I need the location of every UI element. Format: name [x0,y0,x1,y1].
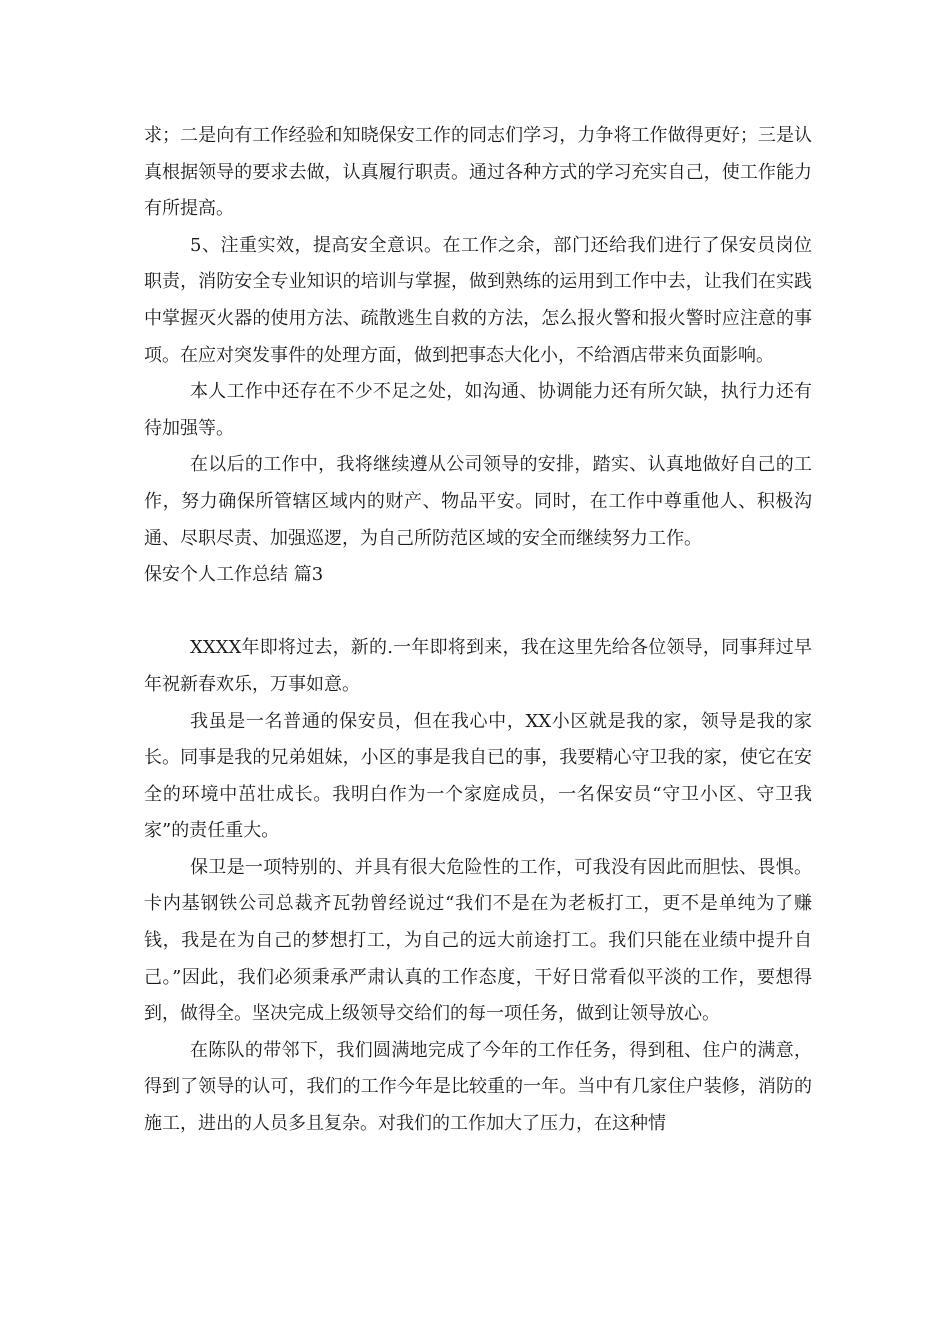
paragraph-2: 5、注重实效，提高安全意识。在工作之余，部门还给我们进行了保安员岗位职责，消防安全专业知识的培训与掌握，做到熟练的运用到工作中去，让我们在实践中掌握灭火器的使用方法、疏散逃生自救的方法，怎么报火警和报火警时应注意的事项。在应对突发事件的处理方面，做到把事态大化小，不给酒店带来负面影响。 [144,234,812,366]
paragraph-8: 在陈队的带邻下，我们圆满地完成了今年的工作任务，得到租、住户的满意，得到了领导的认可，我们的工作今年是比较重的一年。当中有几家住户装修，消防的施工，进出的人员多且复杂。对我们的工作加大了压力，在这种情 [144,1039,812,1135]
blank-line [144,594,812,631]
paragraph-3: 本人工作中还存在不少不足之处，如沟通、协调能力还有所欠缺，执行力还有待加强等。 [144,381,812,439]
paragraph-4: 在以后的工作中，我将继续遵从公司领导的安排，踏实、认真地做好自己的工作，努力确保所管辖区域内的财产、物品平安。同时，在工作中尊重他人、积极沟通、尽职尽责、加强巡逻，为自己所防范区域的安全而继续努力工作。 [144,454,812,549]
paragraph-7: 保卫是一项特别的、并具有很大危险性的工作，可我没有因此而胆怯、畏惧。卡内基钢铁公司总裁齐瓦勃曾经说过“我们不是在为老板打工，更不是单纯为了赚钱，我是在为自己的梦想打工，为自己的远大前途打工。我们只能在业绩中提升自己。”因此，我们必须秉承严肃认真的工作态度，干好日常看似平淡的工作，要想得到，做得全。坚决完成上级领导交给们的每一项任务，做到让领导放心。 [144,856,812,1025]
document-page [144,118,812,1143]
section-title: 保安个人工作总结 篇3 [144,564,324,586]
paragraph-6: 我虽是一名普通的保安员，但在我心中，XX小区就是我的家，领导是我的家长。同事是我的兄弟姐妹，小区的事是我自已的事，我要精心守卫我的家，使它在安全的环境中茁壮成长。我明白作为一个家庭成员，一名保安员“守卫小区、守卫我家”的责任重大。 [144,710,812,842]
paragraph-5: XXXX年即将过去，新的.一年即将到来，我在这里先给各位领导，同事拜过早年祝新春欢乐，万事如意。 [144,637,812,695]
paragraph-1: 求；二是向有工作经验和知晓保安工作的同志们学习，力争将工作做得更好；三是认真根据领导的要求去做，认真履行职责。通过各种方式的学习充实自己，使工作能力有所提高。 [144,125,812,220]
